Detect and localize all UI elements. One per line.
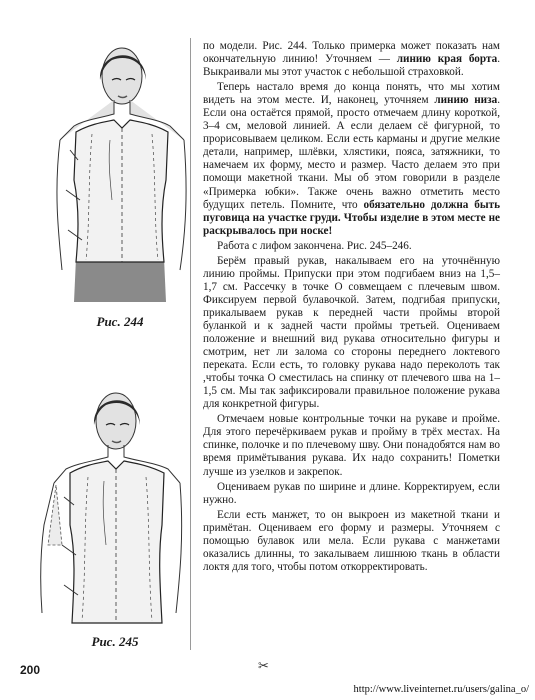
figure-244 xyxy=(0,40,190,310)
text-run: . Если она остаётся прямой, просто отмечаем длину короткой, 3–4 см, меловой линией. А если делаем сё фигурной, то прорисовываем целиком. Если есть карманы и другие мелкие детали, например, шлёвки, хлястики, пояса, затяжники, то намечаем их форму, место и размер. Часто делаем это при помощи макетной ткани. Мы об этом говорили в разделе «Примерка юбки». Также очень важно отметить место будущих петель. Помните, что xyxy=(203,94,500,211)
paragraph xyxy=(203,81,500,238)
text-run: Отмечаем новые контрольные точки на рукаве и проймe. Для этого перечёркиваем рукав и пройму в трёх местах. На спинке, полочке и по плечевому шву. Они понадобятся нам во время примётывания рукава. Их надо сохранить! Пометки лучше из узелков и закрепок. xyxy=(203,413,500,478)
text-run: по модели. Рис. 244. Только примерка может показать нам окончательную линию! Уточняем — xyxy=(203,40,500,66)
dress-form-illustration xyxy=(0,40,190,310)
paragraph xyxy=(203,240,500,253)
body-text xyxy=(203,40,500,576)
text-run: Если есть манжет, то он выкроен из макетной ткани и примётан. Оцениваем его форму и размеры. Уточняем с помощью булавок или мела. Если рукава с манжетами оказались длинны, то закалываем лишнюю ткань в области локтя для того, чтобы потом откорректировать. xyxy=(203,508,500,573)
text-run: Берём правый рукав, накалываем его на уточнённую линию проймы. Припуски при этом подгибаем вниз на 1,5–1,7 см. Рассечку в точке О совмещаем с плечевым швом. Фиксируем первой булавочкой. Затем, подгибая припуски, прикалываем рукав к передней части проймы второй буланкой и к задней части проймы третьей. Оцениваем положение и внешний вид рукава относительно фигуры и смотрим, нет ли залома со стороны переднего локтевого переката. Если есть, то головку рукава надо переколоть так ,чтобы точка О сместилась на спинку от плечевого шва на 1–1,5 см. Мы так зафиксировали правильное положение рукава для конкретной фигуры. xyxy=(203,254,500,411)
figure-245 xyxy=(0,385,190,625)
footer-url: http://www.liveinternet.ru/users/galina_o/ xyxy=(353,684,529,695)
paragraph xyxy=(203,509,500,574)
bold-text: линию края борта xyxy=(396,53,498,66)
figure-245-caption: Рис. 245 xyxy=(91,634,139,649)
paragraph xyxy=(203,413,500,478)
bold-text: обязательно должна быть пуговица на участке груди. Чтобы изделие в этом месте не раскрывалось при носке! xyxy=(203,198,500,237)
dress-form-illustration xyxy=(0,385,190,625)
text-run: . Выкраивали мы этот участок с небольшой страховкой. xyxy=(203,53,500,79)
text-run: Теперь настало время до конца понять, что мы хотим видеть на этом месте. И, наконец, уточняем xyxy=(203,81,500,107)
paragraph xyxy=(203,481,500,507)
scissors-icon: ✂ xyxy=(258,658,269,673)
figure-244-caption: Рис. 244 xyxy=(96,314,144,329)
column-divider xyxy=(190,38,191,650)
text-run: Оцениваем рукав по ширине и длине. Корректируем, если нужно. xyxy=(203,480,500,506)
bold-text: линию низа xyxy=(434,94,498,107)
page-number: 200 xyxy=(20,663,41,677)
paragraph xyxy=(203,40,500,79)
paragraph xyxy=(203,255,500,412)
text-run: Работа с лифом закончена. Рис. 245–246. xyxy=(217,239,412,252)
